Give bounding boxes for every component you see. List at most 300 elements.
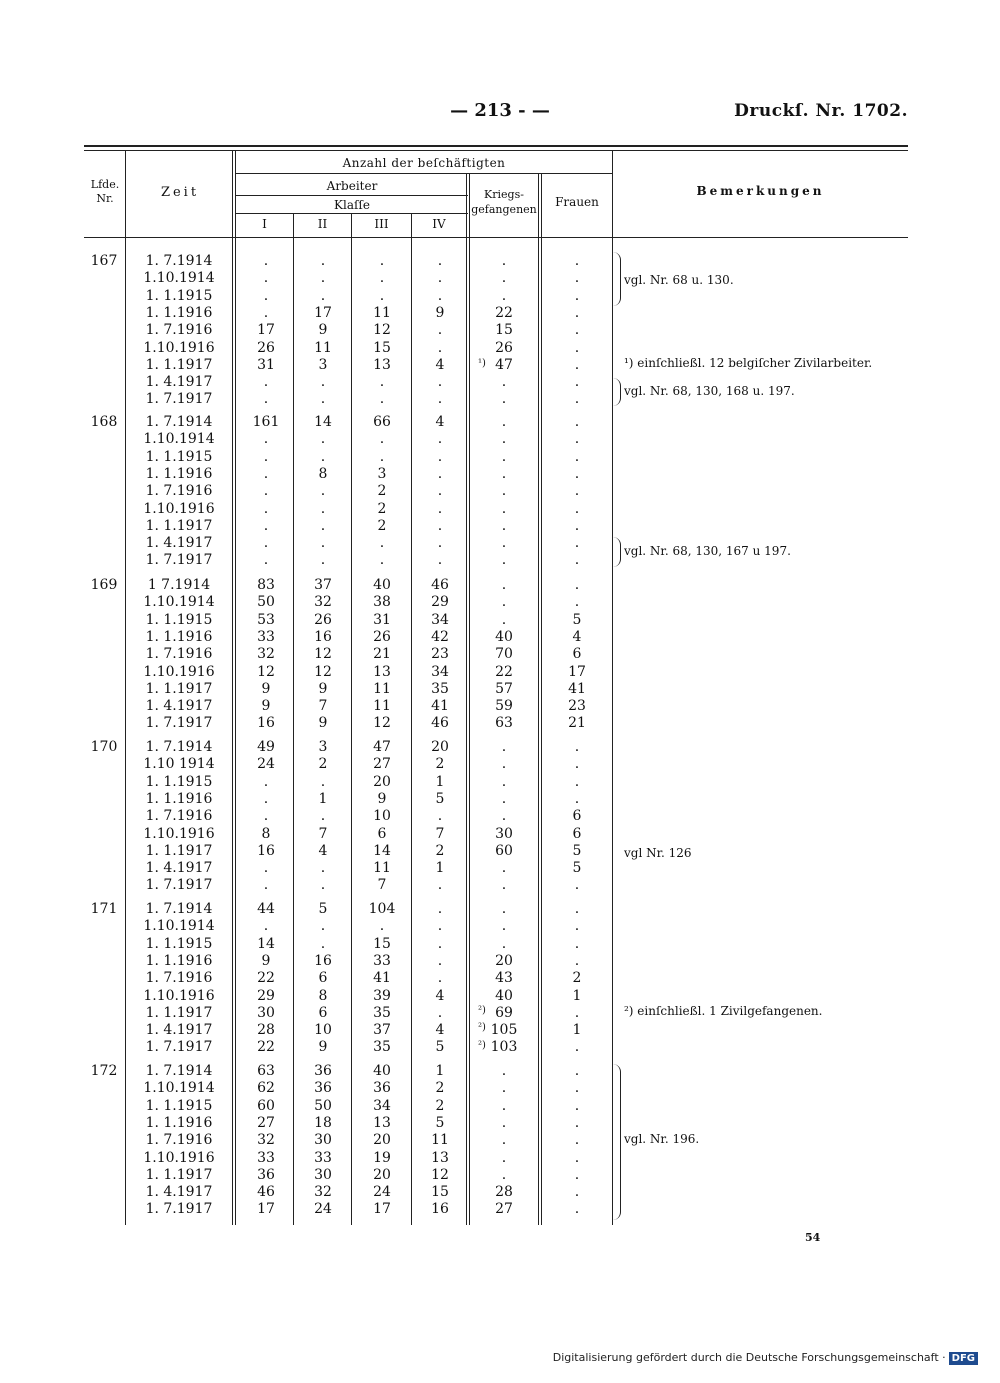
cell-klasse-3: . bbox=[379, 448, 385, 465]
header-kriegsgefangenen: Kriegs- gefangenen bbox=[471, 188, 537, 216]
cell-zeit: 1. 4.1917 bbox=[145, 374, 213, 391]
cell-zeit: 1.10.1916 bbox=[143, 1149, 215, 1166]
cell-klasse-4: . bbox=[437, 431, 443, 448]
cell-klasse-1: . bbox=[263, 790, 269, 807]
cell-klasse-3: 40 bbox=[373, 1063, 391, 1079]
cell-klasse-3: 13 bbox=[373, 663, 391, 680]
col-rule-zeit-b bbox=[235, 150, 236, 1225]
cell-klasse-1: 22 bbox=[257, 1039, 275, 1056]
cell-klasse-2: 5 bbox=[318, 901, 328, 917]
header-arbeiter: Arbeiter bbox=[326, 179, 378, 193]
cell-klasse-2: . bbox=[320, 517, 326, 534]
cell-klasse-2: 32 bbox=[314, 1184, 332, 1201]
cell-frauen: 4 bbox=[572, 628, 582, 645]
cell-zeit: 1. 7.1917 bbox=[145, 715, 213, 732]
cell-zeit: 1. 4.1917 bbox=[145, 1022, 213, 1039]
cell-klasse-4: . bbox=[437, 901, 443, 917]
cell-kriegsgefangene: 15 bbox=[495, 322, 513, 339]
cell-zeit: 1. 1.1917 bbox=[145, 1166, 213, 1183]
cell-kriegsgefangene: 28 bbox=[495, 1184, 513, 1201]
cell-kriegsgefangene: . bbox=[501, 790, 507, 807]
cell-kriegsgefangene: 57 bbox=[495, 680, 513, 697]
cell-klasse-3: 17 bbox=[373, 1201, 391, 1218]
cell-frauen: 41 bbox=[568, 680, 586, 697]
cell-klasse-4: . bbox=[437, 1004, 443, 1021]
lfd-nr: 172 bbox=[90, 1063, 118, 1079]
cell-frauen: . bbox=[574, 739, 580, 755]
cell-klasse-1: 31 bbox=[257, 356, 275, 373]
header-lfd: Lfde. Nr. bbox=[90, 178, 120, 205]
header-k3: III bbox=[374, 217, 389, 231]
header-k1: I bbox=[262, 217, 267, 231]
cell-klasse-2: 7 bbox=[318, 698, 328, 715]
cell-klasse-4: 11 bbox=[431, 1132, 449, 1149]
remark-brace bbox=[612, 378, 621, 406]
cell-klasse-3: 39 bbox=[373, 987, 391, 1004]
cell-kriegsgefangene: 70 bbox=[495, 646, 513, 663]
cell-frauen: . bbox=[574, 517, 580, 534]
cell-klasse-1: 28 bbox=[257, 1022, 275, 1039]
cell-frauen: . bbox=[574, 304, 580, 321]
cell-zeit: 1.10.1916 bbox=[143, 663, 215, 680]
cell-kriegsgefangene: . bbox=[501, 465, 507, 482]
cell-kriegsgefangene: . bbox=[501, 270, 507, 287]
cell-klasse-2: 26 bbox=[314, 611, 332, 628]
cell-klasse-2: . bbox=[320, 918, 326, 935]
cell-kriegsgefangene: . bbox=[501, 1097, 507, 1114]
cell-kriegsgefangene: . bbox=[501, 448, 507, 465]
header-k2: II bbox=[317, 217, 328, 231]
cell-kriegsgefangene: 26 bbox=[495, 339, 513, 356]
cell-klasse-4: 1 bbox=[435, 773, 445, 790]
cell-kriegsgefangene: 43 bbox=[495, 970, 513, 987]
cell-klasse-3: 34 bbox=[373, 1097, 391, 1114]
footnote-mark: ²) bbox=[478, 1005, 486, 1016]
cell-klasse-3: 2 bbox=[377, 500, 387, 517]
cell-klasse-2: 3 bbox=[318, 739, 328, 755]
cell-kriegsgefangene: . bbox=[501, 773, 507, 790]
cell-frauen: . bbox=[574, 877, 580, 894]
cell-zeit: 1. 1.1916 bbox=[145, 304, 213, 321]
dfg-logo: DFG bbox=[949, 1352, 978, 1365]
signature-number: 54 bbox=[805, 1231, 821, 1244]
cell-klasse-3: . bbox=[379, 287, 385, 304]
cell-klasse-4: 9 bbox=[435, 304, 445, 321]
cell-klasse-2: 4 bbox=[318, 842, 328, 859]
cell-zeit: 1. 1.1916 bbox=[145, 465, 213, 482]
cell-klasse-3: 40 bbox=[373, 577, 391, 593]
cell-kriegsgefangene: . bbox=[501, 391, 507, 408]
print-reference: Druckſ. Nr. 1702. bbox=[734, 101, 908, 121]
cell-klasse-3: 11 bbox=[373, 698, 391, 715]
cell-klasse-1: 16 bbox=[257, 715, 275, 732]
cell-zeit: 1. 7.1916 bbox=[145, 322, 213, 339]
cell-klasse-1: 46 bbox=[257, 1184, 275, 1201]
cell-kriegsgefangene: . bbox=[501, 935, 507, 952]
cell-klasse-4: 20 bbox=[431, 739, 449, 755]
lfd-nr: 167 bbox=[90, 253, 118, 269]
cell-klasse-3: 19 bbox=[373, 1149, 391, 1166]
footnote-mark: ²) bbox=[478, 1040, 486, 1051]
lfd-nr: 169 bbox=[90, 577, 118, 593]
cell-frauen: . bbox=[574, 1132, 580, 1149]
cell-klasse-4: 4 bbox=[435, 414, 445, 430]
cell-frauen: . bbox=[574, 535, 580, 552]
cell-frauen: . bbox=[574, 253, 580, 269]
cell-klasse-2: . bbox=[320, 391, 326, 408]
cell-klasse-4: 29 bbox=[431, 594, 449, 611]
cell-frauen: . bbox=[574, 322, 580, 339]
cell-klasse-3: 11 bbox=[373, 860, 391, 877]
cell-zeit: 1. 1.1915 bbox=[145, 935, 213, 952]
cell-zeit: 1. 4.1917 bbox=[145, 1184, 213, 1201]
cell-klasse-1: . bbox=[263, 391, 269, 408]
header-rule-klasse bbox=[236, 213, 468, 214]
cell-zeit: 1.10.1914 bbox=[143, 594, 215, 611]
cell-klasse-1: 12 bbox=[257, 663, 275, 680]
cell-klasse-1: 62 bbox=[257, 1080, 275, 1097]
col-rule-lfd bbox=[125, 150, 126, 1225]
footer-text: Digitalisierung gefördert durch die Deutsche Forschungsgemeinschaft · bbox=[552, 1351, 946, 1364]
cell-klasse-1: . bbox=[263, 483, 269, 500]
cell-kriegsgefangene: 22 bbox=[495, 304, 513, 321]
cell-klasse-4: . bbox=[437, 448, 443, 465]
cell-kriegsgefangene: . bbox=[501, 517, 507, 534]
cell-zeit: 1. 1.1915 bbox=[145, 773, 213, 790]
cell-klasse-3: 35 bbox=[373, 1039, 391, 1056]
cell-klasse-3: 33 bbox=[373, 952, 391, 969]
header-anzahl: Anzahl der beſchäftigten bbox=[342, 156, 506, 170]
cell-kriegsgefangene: . bbox=[501, 860, 507, 877]
cell-klasse-4: . bbox=[437, 374, 443, 391]
cell-zeit: 1. 1.1915 bbox=[145, 1097, 213, 1114]
cell-zeit: 1. 1.1915 bbox=[145, 448, 213, 465]
cell-klasse-1: 161 bbox=[252, 414, 280, 430]
cell-klasse-4: . bbox=[437, 918, 443, 935]
cell-zeit: 1.10.1914 bbox=[143, 1080, 215, 1097]
cell-frauen: . bbox=[574, 1201, 580, 1218]
cell-frauen: . bbox=[574, 1080, 580, 1097]
cell-kriegsgefangene: . bbox=[501, 1063, 507, 1079]
cell-klasse-2: 36 bbox=[314, 1080, 332, 1097]
cell-klasse-2: 14 bbox=[314, 414, 332, 430]
cell-frauen: . bbox=[574, 287, 580, 304]
page-number: — 213 - — bbox=[450, 100, 550, 121]
cell-zeit: 1.10.1916 bbox=[143, 825, 215, 842]
cell-zeit: 1. 1.1916 bbox=[145, 628, 213, 645]
cell-klasse-1: 26 bbox=[257, 339, 275, 356]
header-bemerkungen: Bemerkungen bbox=[696, 184, 825, 198]
cell-frauen: 1 bbox=[572, 1022, 582, 1039]
cell-klasse-3: . bbox=[379, 431, 385, 448]
cell-kriegsgefangene: 22 bbox=[495, 663, 513, 680]
cell-klasse-1: 32 bbox=[257, 646, 275, 663]
cell-kriegsgefangene: . bbox=[501, 1149, 507, 1166]
cell-klasse-3: 12 bbox=[373, 715, 391, 732]
cell-kriegsgefangene: . bbox=[501, 611, 507, 628]
cell-zeit: 1. 7.1917 bbox=[145, 391, 213, 408]
cell-zeit: 1. 7.1917 bbox=[145, 1039, 213, 1056]
cell-klasse-2: 2 bbox=[318, 756, 328, 773]
cell-frauen: . bbox=[574, 500, 580, 517]
cell-frauen: . bbox=[574, 391, 580, 408]
cell-klasse-3: 104 bbox=[368, 901, 396, 917]
cell-klasse-1: 30 bbox=[257, 1004, 275, 1021]
cell-klasse-2: . bbox=[320, 374, 326, 391]
cell-kriegsgefangene: 47 bbox=[495, 356, 513, 373]
cell-klasse-2: . bbox=[320, 860, 326, 877]
cell-frauen: 5 bbox=[572, 842, 582, 859]
cell-kriegsgefangene: . bbox=[501, 500, 507, 517]
header-k4: IV bbox=[432, 217, 446, 231]
cell-klasse-2: . bbox=[320, 552, 326, 569]
cell-klasse-1: 9 bbox=[261, 698, 271, 715]
cell-zeit: 1. 4.1917 bbox=[145, 860, 213, 877]
cell-klasse-3: 47 bbox=[373, 739, 391, 755]
cell-klasse-2: 12 bbox=[314, 663, 332, 680]
cell-klasse-3: 13 bbox=[373, 1114, 391, 1131]
cell-klasse-4: 2 bbox=[435, 842, 445, 859]
cell-klasse-4: 4 bbox=[435, 356, 445, 373]
cell-klasse-3: 15 bbox=[373, 935, 391, 952]
lfd-nr: 171 bbox=[90, 901, 118, 917]
cell-klasse-2: . bbox=[320, 935, 326, 952]
cell-zeit: 1.10.1916 bbox=[143, 500, 215, 517]
cell-kriegsgefangene: . bbox=[501, 901, 507, 917]
cell-klasse-1: 63 bbox=[257, 1063, 275, 1079]
header-rule-anzahl bbox=[236, 173, 612, 174]
cell-klasse-2: 16 bbox=[314, 952, 332, 969]
cell-klasse-4: . bbox=[437, 500, 443, 517]
cell-klasse-3: 37 bbox=[373, 1022, 391, 1039]
cell-klasse-1: . bbox=[263, 253, 269, 269]
cell-klasse-1: . bbox=[263, 860, 269, 877]
cell-frauen: . bbox=[574, 374, 580, 391]
cell-zeit: 1. 7.1916 bbox=[145, 1132, 213, 1149]
lfd-nr: 170 bbox=[90, 739, 118, 755]
cell-frauen: 1 bbox=[572, 987, 582, 1004]
cell-klasse-4: 13 bbox=[431, 1149, 449, 1166]
header-klasse: Klaſſe bbox=[334, 198, 370, 212]
cell-klasse-2: 6 bbox=[318, 970, 328, 987]
cell-frauen: . bbox=[574, 790, 580, 807]
cell-kriegsgefangene: . bbox=[501, 918, 507, 935]
header-frauen: Frauen bbox=[555, 195, 599, 209]
cell-kriegsgefangene: 103 bbox=[490, 1039, 518, 1056]
cell-klasse-4: . bbox=[437, 465, 443, 482]
cell-frauen: . bbox=[574, 1149, 580, 1166]
remark-167-b: vgl. Nr. 68, 130, 168 u. 197. bbox=[624, 384, 795, 398]
cell-zeit: 1. 4.1917 bbox=[145, 535, 213, 552]
cell-klasse-2: 30 bbox=[314, 1166, 332, 1183]
table-top-rule-2 bbox=[84, 150, 908, 151]
cell-frauen: 6 bbox=[572, 808, 582, 825]
cell-zeit: 1. 1.1915 bbox=[145, 287, 213, 304]
cell-kriegsgefangene: 60 bbox=[495, 842, 513, 859]
cell-klasse-3: 26 bbox=[373, 628, 391, 645]
cell-frauen: 2 bbox=[572, 970, 582, 987]
cell-klasse-3: 38 bbox=[373, 594, 391, 611]
cell-klasse-4: 15 bbox=[431, 1184, 449, 1201]
remark-brace bbox=[612, 537, 621, 567]
cell-frauen: 21 bbox=[568, 715, 586, 732]
cell-zeit: 1.10.1914 bbox=[143, 431, 215, 448]
cell-klasse-1: 83 bbox=[257, 577, 275, 593]
cell-klasse-2: 9 bbox=[318, 715, 328, 732]
cell-klasse-4: . bbox=[437, 935, 443, 952]
cell-zeit: 1. 4.1917 bbox=[145, 698, 213, 715]
cell-klasse-2: 6 bbox=[318, 1004, 328, 1021]
cell-frauen: 6 bbox=[572, 646, 582, 663]
cell-zeit: 1. 7.1916 bbox=[145, 646, 213, 663]
cell-klasse-1: 9 bbox=[261, 952, 271, 969]
table-top-rule bbox=[84, 145, 908, 147]
cell-klasse-4: . bbox=[437, 253, 443, 269]
cell-klasse-4: 34 bbox=[431, 611, 449, 628]
cell-klasse-3: 27 bbox=[373, 756, 391, 773]
cell-klasse-4: . bbox=[437, 552, 443, 569]
cell-kriegsgefangene: . bbox=[501, 483, 507, 500]
cell-klasse-3: 41 bbox=[373, 970, 391, 987]
cell-kriegsgefangene: . bbox=[501, 1080, 507, 1097]
cell-klasse-1: 22 bbox=[257, 970, 275, 987]
cell-frauen: . bbox=[574, 483, 580, 500]
cell-frauen: . bbox=[574, 952, 580, 969]
cell-zeit: 1. 1.1916 bbox=[145, 1114, 213, 1131]
cell-frauen: . bbox=[574, 935, 580, 952]
cell-zeit: 1. 7.1917 bbox=[145, 877, 213, 894]
cell-klasse-1: 16 bbox=[257, 842, 275, 859]
cell-klasse-4: 5 bbox=[435, 1039, 445, 1056]
cell-frauen: . bbox=[574, 339, 580, 356]
cell-klasse-2: 24 bbox=[314, 1201, 332, 1218]
cell-klasse-3: 31 bbox=[373, 611, 391, 628]
cell-klasse-1: . bbox=[263, 773, 269, 790]
cell-kriegsgefangene: . bbox=[501, 1132, 507, 1149]
digitization-footer bbox=[553, 1351, 978, 1365]
cell-klasse-2: 7 bbox=[318, 825, 328, 842]
cell-klasse-3: 7 bbox=[377, 877, 387, 894]
cell-klasse-2: 8 bbox=[318, 987, 328, 1004]
cell-klasse-3: 20 bbox=[373, 1166, 391, 1183]
cell-klasse-2: 17 bbox=[314, 304, 332, 321]
cell-klasse-3: . bbox=[379, 552, 385, 569]
cell-zeit: 1. 1.1915 bbox=[145, 611, 213, 628]
cell-klasse-3: 11 bbox=[373, 304, 391, 321]
cell-zeit: 1.10.1914 bbox=[143, 270, 215, 287]
cell-klasse-1: . bbox=[263, 877, 269, 894]
cell-zeit: 1. 7.1914 bbox=[145, 1063, 213, 1079]
cell-klasse-2: 11 bbox=[314, 339, 332, 356]
cell-klasse-1: 33 bbox=[257, 1149, 275, 1166]
cell-zeit: 1. 1.1917 bbox=[145, 517, 213, 534]
cell-klasse-4: 35 bbox=[431, 680, 449, 697]
cell-klasse-2: 8 bbox=[318, 465, 328, 482]
cell-kriegsgefangene: . bbox=[501, 287, 507, 304]
cell-kriegsgefangene: 27 bbox=[495, 1201, 513, 1218]
cell-klasse-1: 17 bbox=[257, 1201, 275, 1218]
cell-klasse-3: . bbox=[379, 535, 385, 552]
cell-klasse-2: 32 bbox=[314, 594, 332, 611]
cell-klasse-3: 21 bbox=[373, 646, 391, 663]
cell-klasse-1: 29 bbox=[257, 987, 275, 1004]
cell-klasse-4: 7 bbox=[435, 825, 445, 842]
cell-frauen: . bbox=[574, 756, 580, 773]
cell-kriegsgefangene: . bbox=[501, 431, 507, 448]
header-bottom-rule bbox=[84, 237, 908, 238]
cell-klasse-3: . bbox=[379, 374, 385, 391]
cell-klasse-3: 3 bbox=[377, 465, 387, 482]
cell-klasse-4: 4 bbox=[435, 987, 445, 1004]
cell-kriegsgefangene: . bbox=[501, 594, 507, 611]
cell-klasse-3: 6 bbox=[377, 825, 387, 842]
cell-frauen: . bbox=[574, 448, 580, 465]
cell-klasse-3: 66 bbox=[373, 414, 391, 430]
cell-klasse-3: 11 bbox=[373, 680, 391, 697]
cell-klasse-3: 10 bbox=[373, 808, 391, 825]
cell-klasse-3: 12 bbox=[373, 322, 391, 339]
remark-170: vgl Nr. 126 bbox=[624, 846, 692, 860]
cell-frauen: . bbox=[574, 1004, 580, 1021]
cell-frauen: . bbox=[574, 773, 580, 790]
cell-klasse-4: 41 bbox=[431, 698, 449, 715]
cell-klasse-3: . bbox=[379, 391, 385, 408]
cell-klasse-2: . bbox=[320, 877, 326, 894]
cell-frauen: . bbox=[574, 1097, 580, 1114]
cell-zeit: 1. 1.1917 bbox=[145, 356, 213, 373]
cell-kriegsgefangene: . bbox=[501, 253, 507, 269]
cell-klasse-4: 23 bbox=[431, 646, 449, 663]
cell-frauen: 17 bbox=[568, 663, 586, 680]
col-rule-kg-a bbox=[538, 173, 539, 1225]
cell-klasse-2: 12 bbox=[314, 646, 332, 663]
cell-zeit: 1. 7.1916 bbox=[145, 970, 213, 987]
cell-frauen: . bbox=[574, 414, 580, 430]
cell-zeit: 1. 1.1917 bbox=[145, 1004, 213, 1021]
cell-klasse-3: 35 bbox=[373, 1004, 391, 1021]
cell-klasse-4: . bbox=[437, 391, 443, 408]
cell-zeit: 1.10.1916 bbox=[143, 339, 215, 356]
cell-klasse-3: 20 bbox=[373, 773, 391, 790]
cell-klasse-1: . bbox=[263, 431, 269, 448]
remark-172: vgl. Nr. 196. bbox=[624, 1132, 700, 1146]
cell-klasse-4: . bbox=[437, 952, 443, 969]
cell-frauen: . bbox=[574, 594, 580, 611]
cell-klasse-2: . bbox=[320, 253, 326, 269]
cell-klasse-1: 60 bbox=[257, 1097, 275, 1114]
cell-klasse-1: 8 bbox=[261, 825, 271, 842]
cell-klasse-4: 46 bbox=[431, 577, 449, 593]
cell-klasse-4: 1 bbox=[435, 1063, 445, 1079]
cell-kriegsgefangene: . bbox=[501, 808, 507, 825]
remark-brace bbox=[612, 252, 621, 306]
cell-frauen: . bbox=[574, 577, 580, 593]
cell-klasse-2: . bbox=[320, 535, 326, 552]
cell-klasse-1: . bbox=[263, 535, 269, 552]
cell-klasse-2: 9 bbox=[318, 680, 328, 697]
cell-kriegsgefangene: . bbox=[501, 577, 507, 593]
cell-klasse-1: 33 bbox=[257, 628, 275, 645]
cell-klasse-2: . bbox=[320, 448, 326, 465]
cell-klasse-1: . bbox=[263, 270, 269, 287]
remark-168: vgl. Nr. 68, 130, 167 u 197. bbox=[624, 544, 791, 558]
cell-klasse-2: 3 bbox=[318, 356, 328, 373]
cell-kriegsgefangene: . bbox=[501, 877, 507, 894]
cell-frauen: . bbox=[574, 1039, 580, 1056]
cell-klasse-4: 2 bbox=[435, 1097, 445, 1114]
cell-frauen: . bbox=[574, 1063, 580, 1079]
cell-klasse-2: . bbox=[320, 431, 326, 448]
